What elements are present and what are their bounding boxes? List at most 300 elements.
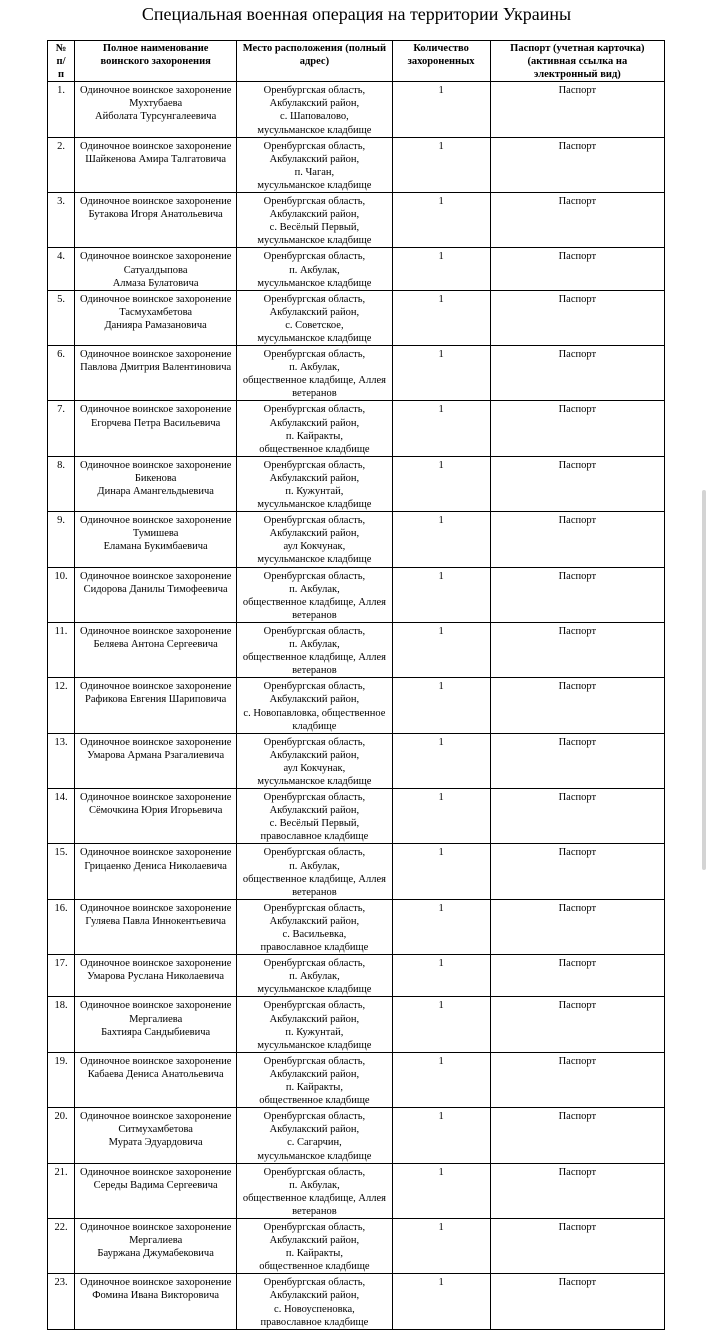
table-header-row: [48, 41, 665, 82]
row-number: 2.: [48, 137, 75, 192]
location-line: мусульманское кладбище: [257, 499, 372, 511]
location-line: с. Шаповалово,: [280, 111, 349, 123]
burial-name-cell: [75, 678, 237, 733]
passport-link[interactable]: Паспорт: [490, 955, 664, 997]
location-cell: [237, 567, 392, 622]
table-row: [48, 137, 665, 192]
location-line: Акбулакский район,: [269, 1124, 360, 1136]
row-number: 13.: [48, 733, 75, 788]
burial-name-line: Кабаева Дениса Анатольевича: [87, 1068, 224, 1080]
header-count-line: захороненных: [407, 56, 475, 68]
row-number: 23.: [48, 1274, 75, 1329]
table-row: [48, 733, 665, 788]
table-row: [48, 346, 665, 401]
location-cell: [237, 290, 392, 345]
passport-link[interactable]: Паспорт: [490, 193, 664, 248]
burial-name-line: Одиночное воинское захоронение: [79, 958, 232, 970]
location-line: аул Кокчунак,: [283, 762, 346, 774]
location-cell: [237, 955, 392, 997]
location-line: мусульманское кладбище: [257, 554, 372, 566]
burial-name-line: Одиночное воинское захоронение: [79, 251, 232, 263]
header-name: [75, 41, 237, 82]
burial-count: 1: [392, 137, 490, 192]
location-line: общественное кладбище: [259, 1261, 370, 1273]
row-number: 18.: [48, 997, 75, 1052]
row-number: 1.: [48, 82, 75, 137]
location-line: Акбулакский район,: [269, 805, 360, 817]
burial-name-cell: [75, 997, 237, 1052]
row-number: 9.: [48, 512, 75, 567]
row-number: 4.: [48, 248, 75, 290]
burial-name-cell: [75, 512, 237, 567]
location-line: мусульманское кладбище: [257, 984, 372, 996]
location-cell: [237, 789, 392, 844]
passport-link[interactable]: Паспорт: [490, 567, 664, 622]
burial-name-line: Сатуалдыпова: [123, 264, 188, 276]
burial-name-line: Сидорова Данилы Тимофеевича: [83, 583, 228, 595]
location-cell: [237, 137, 392, 192]
location-line: п. Акбулак,: [289, 860, 340, 872]
location-line: мусульманское кладбище: [257, 1039, 372, 1051]
burial-name-line: Еламана Букимбаевича: [103, 541, 208, 553]
location-line: Акбулакский район,: [269, 1290, 360, 1302]
burial-count: 1: [392, 567, 490, 622]
burial-count: 1: [392, 622, 490, 677]
burial-name-line: Бахтияра Сандыбиевича: [101, 1026, 211, 1038]
burial-name-cell: [75, 137, 237, 192]
location-line: с. Новоуспеновка,: [274, 1303, 355, 1315]
location-line: православное кладбище: [260, 942, 369, 954]
table-row: [48, 997, 665, 1052]
burial-count: 1: [392, 1274, 490, 1329]
burial-name-cell: [75, 733, 237, 788]
burial-name-cell: [75, 844, 237, 899]
location-line: Акбулакский район,: [269, 1068, 360, 1080]
passport-link[interactable]: Паспорт: [490, 346, 664, 401]
location-line: с. Советское,: [285, 319, 344, 331]
location-line: с. Сагарчин,: [287, 1137, 342, 1149]
burial-name-cell: [75, 290, 237, 345]
location-line: мусульманское кладбище: [257, 775, 372, 787]
row-number: 7.: [48, 401, 75, 456]
burial-name-line: Ситмухамбетова: [118, 1124, 193, 1136]
location-line: общественное кладбище, Аллея: [242, 375, 386, 387]
location-line: ветеранов: [292, 886, 337, 898]
location-line: п. Акбулак,: [289, 264, 340, 276]
burial-name-line: Бауржана Джумабековича: [97, 1248, 214, 1260]
location-line: Оренбургская область,: [263, 196, 366, 208]
burial-name-line: Одиночное воинское захоронение: [79, 902, 232, 914]
passport-link[interactable]: Паспорт: [490, 789, 664, 844]
burial-name-line: Одиночное воинское захоронение: [79, 792, 232, 804]
table-body: [48, 82, 665, 1329]
burial-count: 1: [392, 290, 490, 345]
location-cell: [237, 1052, 392, 1107]
row-number: 22.: [48, 1218, 75, 1273]
passport-link[interactable]: Паспорт: [490, 733, 664, 788]
burial-name-line: Фомина Ивана Викторовича: [92, 1290, 220, 1302]
location-line: п. Чаган,: [294, 166, 335, 178]
burial-name-line: Мергалиева: [129, 1013, 183, 1025]
location-line: Оренбургская область,: [263, 570, 366, 582]
header-name-line: Полное наименование: [102, 43, 209, 54]
location-cell: [237, 678, 392, 733]
location-line: православное кладбище: [260, 1316, 369, 1328]
burial-name-line: Мергалиева: [129, 1235, 183, 1247]
location-line: Оренбургская область,: [263, 792, 366, 804]
burial-count: 1: [392, 899, 490, 954]
location-line: с. Весёлый Первый,: [269, 818, 360, 830]
location-line: Оренбургская область,: [263, 958, 366, 970]
location-line: п. Акбулак,: [289, 583, 340, 595]
row-number: 16.: [48, 899, 75, 954]
table-row: [48, 678, 665, 733]
burial-name-line: Одиночное воинское захоронение: [79, 196, 232, 208]
passport-link[interactable]: Паспорт: [490, 401, 664, 456]
location-cell: [237, 1108, 392, 1163]
row-number: 5.: [48, 290, 75, 345]
passport-link[interactable]: Паспорт: [490, 1274, 664, 1329]
burial-name-line: Мухтубаева: [129, 98, 183, 110]
location-cell: [237, 899, 392, 954]
location-line: Оренбургская область,: [263, 1000, 366, 1012]
burial-name-line: Данияра Рамазановича: [104, 319, 207, 331]
passport-link[interactable]: Паспорт: [490, 899, 664, 954]
row-number: 17.: [48, 955, 75, 997]
location-line: Оренбургская область,: [263, 1111, 366, 1123]
location-cell: [237, 1218, 392, 1273]
burial-count: 1: [392, 733, 490, 788]
location-line: православное кладбище: [260, 831, 369, 843]
passport-link[interactable]: Паспорт: [490, 622, 664, 677]
location-line: Оренбургская область,: [263, 515, 366, 527]
burial-name-cell: [75, 82, 237, 137]
location-line: Оренбургская область,: [263, 1221, 366, 1233]
row-number: 14.: [48, 789, 75, 844]
burial-count: 1: [392, 1218, 490, 1273]
burial-name-line: Одиночное воинское захоронение: [79, 459, 232, 471]
row-number: 15.: [48, 844, 75, 899]
location-cell: [237, 1274, 392, 1329]
burial-name-line: Одиночное воинское захоронение: [79, 515, 232, 527]
burial-count: 1: [392, 1108, 490, 1163]
location-line: Акбулакский район,: [269, 1013, 360, 1025]
row-number: 21.: [48, 1163, 75, 1218]
row-number: 11.: [48, 622, 75, 677]
table-row: [48, 193, 665, 248]
location-cell: [237, 844, 392, 899]
burial-name-line: Одиночное воинское захоронение: [79, 625, 232, 637]
burial-name-line: Одиночное воинское захоронение: [79, 681, 232, 693]
location-line: мусульманское кладбище: [257, 332, 372, 344]
table-row: [48, 456, 665, 511]
burial-name-line: Одиночное воинское захоронение: [79, 570, 232, 582]
burial-name-line: Одиночное воинское захоронение: [79, 1000, 232, 1012]
burial-count: 1: [392, 678, 490, 733]
location-cell: [237, 193, 392, 248]
location-line: Оренбургская область,: [263, 736, 366, 748]
table-row: [48, 567, 665, 622]
location-line: п. Акбулак,: [289, 1179, 340, 1191]
location-line: с. Новопавловка, общественное: [243, 707, 386, 719]
location-cell: [237, 248, 392, 290]
passport-link[interactable]: Паспорт: [490, 1218, 664, 1273]
burial-name-cell: [75, 789, 237, 844]
header-location-line: Место расположения (полный: [242, 43, 387, 54]
table-row: [48, 899, 665, 954]
burial-name-line: Мурата Эдуардовича: [108, 1137, 203, 1149]
burial-count: 1: [392, 844, 490, 899]
location-line: общественное кладбище, Аллея: [242, 652, 386, 664]
burial-name-line: Середы Вадима Сергеевича: [93, 1179, 218, 1191]
location-line: с. Васильевка,: [282, 929, 347, 940]
location-line: Оренбургская область,: [263, 140, 366, 152]
burial-name-line: Одиночное воинское захоронение: [79, 1221, 232, 1233]
location-line: Оренбургская область,: [263, 625, 366, 637]
table-row: [48, 844, 665, 899]
burial-name-cell: [75, 1163, 237, 1218]
burial-name-line: Одиночное воинское захоронение: [79, 1166, 232, 1178]
row-number: 12.: [48, 678, 75, 733]
location-line: мусульманское кладбище: [257, 1150, 372, 1162]
location-line: Акбулакский район,: [269, 153, 360, 165]
header-passport-line: электронный вид): [533, 69, 621, 81]
location-line: Оренбургская область,: [263, 349, 366, 361]
document-title: Специальная военная операция на территории Украины: [141, 4, 572, 24]
burial-name-line: Одиночное воинское захоронение: [79, 1111, 232, 1123]
burial-name-line: Тумишева: [132, 528, 179, 540]
location-line: п. Акбулак,: [289, 639, 340, 651]
location-line: Оренбургская область,: [263, 404, 366, 416]
burial-name-line: Одиночное воинское захоронение: [79, 293, 232, 305]
header-number-line: № п/: [55, 43, 67, 68]
location-cell: [237, 733, 392, 788]
burial-name-cell: [75, 1108, 237, 1163]
burial-count: 1: [392, 512, 490, 567]
burial-count: 1: [392, 193, 490, 248]
burial-name-line: Егорчева Петра Васильевича: [90, 417, 221, 429]
location-line: п. Кайракты,: [285, 1248, 343, 1260]
location-line: Оренбургская область,: [263, 1277, 366, 1289]
passport-link[interactable]: Паспорт: [490, 456, 664, 511]
burials-table: [47, 40, 665, 1330]
burial-count: 1: [392, 997, 490, 1052]
header-passport-line: (активная ссылка на: [527, 56, 628, 68]
table-row: [48, 512, 665, 567]
burial-name-cell: [75, 567, 237, 622]
location-line: общественное кладбище, Аллея: [242, 1192, 386, 1204]
location-line: ветеранов: [292, 388, 337, 400]
location-cell: [237, 1163, 392, 1218]
table-row: [48, 290, 665, 345]
location-line: ветеранов: [292, 1205, 337, 1217]
location-line: Акбулакский район,: [269, 98, 360, 110]
location-line: п. Кайракты,: [285, 430, 343, 442]
burial-name-cell: [75, 1218, 237, 1273]
burial-count: 1: [392, 789, 490, 844]
table-row: [48, 248, 665, 290]
location-line: Акбулакский район,: [269, 749, 360, 761]
location-line: общественное кладбище: [259, 443, 370, 455]
burial-name-cell: [75, 622, 237, 677]
row-number: 19.: [48, 1052, 75, 1107]
location-line: Оренбургская область,: [263, 681, 366, 693]
row-number: 3.: [48, 193, 75, 248]
burial-name-cell: [75, 1274, 237, 1329]
burial-name-line: Одиночное воинское захоронение: [79, 736, 232, 748]
location-line: мусульманское кладбище: [257, 235, 372, 247]
location-line: Акбулакский район,: [269, 209, 360, 221]
passport-link[interactable]: Паспорт: [490, 248, 664, 290]
burial-count: 1: [392, 955, 490, 997]
burial-name-line: Грицаенко Дениса Николаевича: [84, 860, 227, 872]
scrollbar[interactable]: [702, 490, 706, 870]
location-line: ветеранов: [292, 609, 337, 621]
location-cell: [237, 622, 392, 677]
location-line: общественное кладбище, Аллея: [242, 596, 386, 608]
burial-name-cell: [75, 456, 237, 511]
passport-link[interactable]: Паспорт: [490, 844, 664, 899]
burial-count: 1: [392, 82, 490, 137]
passport-link[interactable]: Паспорт: [490, 512, 664, 567]
location-line: Акбулакский район,: [269, 1235, 360, 1247]
location-cell: [237, 997, 392, 1052]
burial-name-line: Одиночное воинское захоронение: [79, 404, 232, 416]
table-row: [48, 1052, 665, 1107]
location-line: Оренбургская область,: [263, 85, 366, 97]
location-cell: [237, 82, 392, 137]
location-cell: [237, 456, 392, 511]
burial-name-cell: [75, 248, 237, 290]
table-row: [48, 1108, 665, 1163]
location-line: п. Кайракты,: [285, 1082, 343, 1094]
location-line: ветеранов: [292, 665, 337, 677]
burial-count: 1: [392, 456, 490, 511]
passport-link[interactable]: Паспорт: [490, 82, 664, 137]
location-line: Акбулакский район,: [269, 915, 360, 927]
passport-link[interactable]: Паспорт: [490, 1052, 664, 1107]
location-line: мусульманское кладбище: [257, 179, 372, 191]
passport-link[interactable]: Паспорт: [490, 1163, 664, 1218]
location-line: п. Акбулак,: [289, 362, 340, 374]
header-count-line: Количество: [413, 43, 469, 54]
location-line: Акбулакский район,: [269, 694, 360, 706]
burial-name-cell: [75, 1052, 237, 1107]
burial-name-line: Бутакова Игоря Анатольевича: [88, 209, 223, 221]
table-row: [48, 955, 665, 997]
row-number: 20.: [48, 1108, 75, 1163]
burial-count: 1: [392, 1163, 490, 1218]
location-line: Оренбургская область,: [263, 1166, 366, 1178]
burial-name-line: Умарова Армана Рзагалиевича: [87, 749, 225, 761]
location-cell: [237, 512, 392, 567]
location-cell: [237, 346, 392, 401]
header-number-line: п: [57, 69, 65, 81]
table-row: [48, 82, 665, 137]
location-line: кладбище: [292, 720, 337, 732]
location-line: аул Кокчунак,: [283, 541, 346, 553]
burial-name-line: Бикенова: [134, 472, 177, 484]
burial-name-cell: [75, 401, 237, 456]
burial-name-cell: [75, 899, 237, 954]
burial-name-line: Рафикова Евгения Шариповича: [85, 694, 227, 706]
location-cell: [237, 401, 392, 456]
burial-name-line: Одиночное воинское захоронение: [79, 847, 232, 859]
location-line: Оренбургская область,: [263, 902, 366, 914]
burial-name-line: Шайкенова Амира Талгатовича: [85, 153, 227, 165]
location-line: Оренбургская область,: [263, 847, 366, 859]
table-row: [48, 1218, 665, 1273]
burial-name-line: Одиночное воинское захоронение: [79, 349, 232, 361]
location-line: Акбулакский район,: [269, 306, 360, 318]
burial-name-line: Динара Амангельдыевича: [97, 486, 214, 497]
burial-name-line: Одиночное воинское захоронение: [79, 85, 232, 97]
passport-link[interactable]: Паспорт: [490, 678, 664, 733]
burial-name-line: Сёмочкина Юрия Игорьевича: [88, 805, 223, 817]
location-line: п. Кужунтай,: [285, 486, 344, 497]
location-line: Оренбургская область,: [263, 251, 366, 263]
table-row: [48, 1163, 665, 1218]
table-row: [48, 401, 665, 456]
header-name-line: воинского захоронения: [100, 56, 211, 68]
header-count: [392, 41, 490, 82]
location-line: общественное кладбище: [259, 1095, 370, 1107]
location-line: Оренбургская область,: [263, 459, 366, 471]
table-row: [48, 789, 665, 844]
burial-name-line: Тасмухамбетова: [119, 306, 193, 318]
passport-link[interactable]: Паспорт: [490, 137, 664, 192]
location-line: с. Весёлый Первый,: [269, 222, 360, 234]
passport-link[interactable]: Паспорт: [490, 1108, 664, 1163]
row-number: 6.: [48, 346, 75, 401]
burial-name-line: Одиночное воинское захоронение: [79, 140, 232, 152]
burial-name-line: Умарова Руслана Николаевича: [87, 971, 225, 983]
burial-name-line: Гуляева Павла Иннокентьевича: [85, 915, 226, 927]
passport-link[interactable]: Паспорт: [490, 997, 664, 1052]
location-line: Акбулакский район,: [269, 417, 360, 429]
location-line: Оренбургская область,: [263, 293, 366, 305]
burial-count: 1: [392, 248, 490, 290]
location-line: мусульманское кладбище: [257, 124, 372, 136]
burial-count: 1: [392, 1052, 490, 1107]
location-line: п. Кужунтай,: [285, 1026, 344, 1038]
row-number: 8.: [48, 456, 75, 511]
passport-link[interactable]: Паспорт: [490, 290, 664, 345]
header-passport-line: Паспорт (учетная карточка): [510, 43, 645, 54]
burial-name-line: Павлова Дмитрия Валентиновича: [80, 362, 232, 374]
location-line: п. Акбулак,: [289, 971, 340, 983]
table-row: [48, 1274, 665, 1329]
burial-name-line: Айболата Турсунгалеевича: [95, 111, 217, 123]
location-line: Акбулакский район,: [269, 528, 360, 540]
row-number: 10.: [48, 567, 75, 622]
burial-name-cell: [75, 193, 237, 248]
burial-name-line: Одиночное воинское захоронение: [79, 1277, 232, 1289]
header-location-line: адрес): [299, 56, 330, 68]
location-line: Оренбургская область,: [263, 1055, 366, 1067]
location-line: Акбулакский район,: [269, 472, 360, 484]
burial-name-line: Алмаза Булатовича: [112, 277, 199, 289]
burial-count: 1: [392, 401, 490, 456]
burial-name-line: Беляева Антона Сергеевича: [93, 639, 218, 651]
burial-name-cell: [75, 955, 237, 997]
burial-name-line: Одиночное воинское захоронение: [79, 1055, 232, 1067]
burial-name-cell: [75, 346, 237, 401]
table-row: [48, 622, 665, 677]
burial-count: 1: [392, 346, 490, 401]
location-line: общественное кладбище, Аллея: [242, 873, 386, 885]
header-number: [48, 41, 75, 82]
